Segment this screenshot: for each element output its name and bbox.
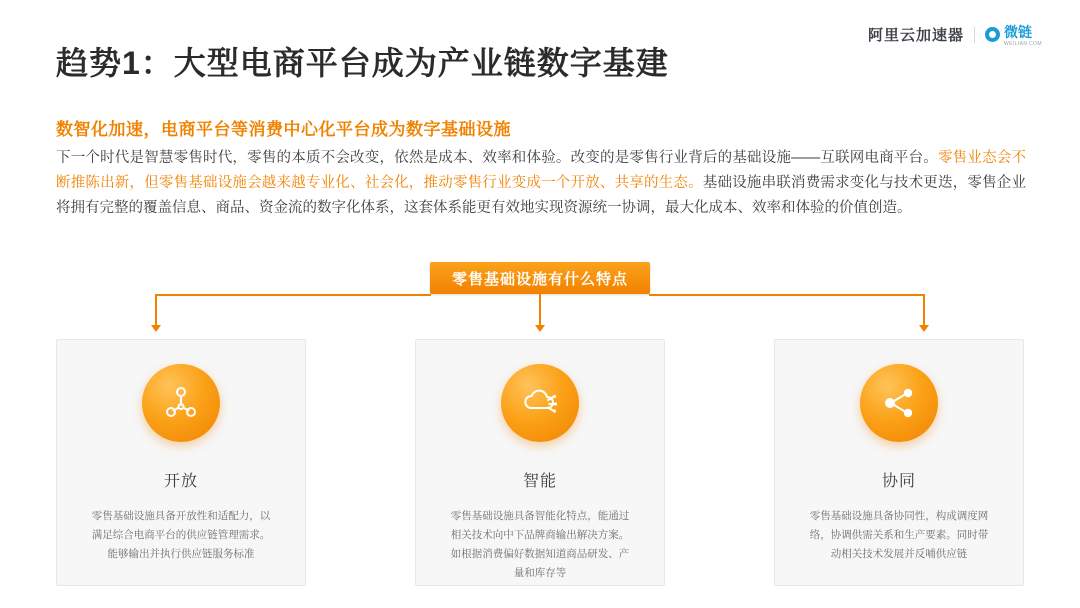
feature-card-open <box>56 339 306 586</box>
feature-card-desc: 零售基础设施具备协同性，构成调度网络，协调供需关系和生产要素。同时带动相关技术发展并反哺供应链 <box>809 510 989 560</box>
connector-line-left <box>155 294 431 296</box>
arrow-down-right-icon <box>919 325 929 332</box>
section-banner: 零售基础设施有什么特点 <box>430 262 650 294</box>
feature-card-title: 开放 <box>163 473 198 490</box>
aliyun-accelerator-logo-text: 阿里云加速器 <box>867 27 964 44</box>
connector-line-right <box>649 294 925 296</box>
connector-line-down-middle <box>539 294 541 326</box>
brand-logos <box>868 22 1042 47</box>
share-nodes-icon <box>860 364 938 442</box>
weilian-logo-texts <box>1004 22 1042 47</box>
body-text-part1: 下一个时代是智慧零售时代，零售的本质不会改变，依然是成本、效率和体验。改变的是零售行业背后的基础设施——互联网电商平台。 <box>56 150 938 166</box>
brand-divider <box>974 27 975 43</box>
feature-card-intelligent <box>415 339 665 586</box>
arrow-down-middle-icon <box>535 325 545 332</box>
weilian-logo-text: 微链 <box>1003 24 1032 40</box>
page-subtitle: 数智化加速，电商平台等消费中心化平台成为数字基础设施 <box>56 120 511 139</box>
cloud-ai-icon <box>501 364 579 442</box>
body-text-part3: 基础设施串联消费需求变化与技术更迭，零售企业将拥有完整的覆盖信息、商品、资金流的数字化体系，这套体系能更有效地实现资源统一协调，最大化成本、效率和体验的价值创造。 <box>56 175 1026 216</box>
feature-cards <box>56 339 1024 586</box>
network-node-icon <box>142 364 220 442</box>
body-paragraph <box>56 146 1026 221</box>
feature-card-collaborative <box>774 339 1024 586</box>
feature-card-desc: 零售基础设施具备开放性和适配力，以满足综合电商平台的供应链管理需求。能够输出并执行供应链服务标准 <box>91 510 271 560</box>
feature-card-title: 智能 <box>522 473 557 490</box>
page-title: 趋势1：大型电商平台成为产业链数字基建 <box>56 45 669 81</box>
weilian-mark-icon <box>985 27 1000 42</box>
weilian-logo <box>985 22 1042 47</box>
weilian-logo-subtext: WEILIAN.COM <box>1003 41 1042 47</box>
body-text-highlight: 零售业态会不断推陈出新，但零售基础设施会越来越专业化、社会化，推动零售行业变成一个开放、共享的生态。 <box>56 150 1026 191</box>
feature-card-title: 协同 <box>881 473 916 490</box>
arrow-down-left-icon <box>151 325 161 332</box>
connector-line-down-left <box>155 294 157 326</box>
connector-line-down-right <box>923 294 925 326</box>
feature-card-desc: 零售基础设施具备智能化特点，能通过相关技术向中下品牌商输出解决方案。如根据消费偏好数据知道商品研发、产量和库存等 <box>450 510 630 579</box>
